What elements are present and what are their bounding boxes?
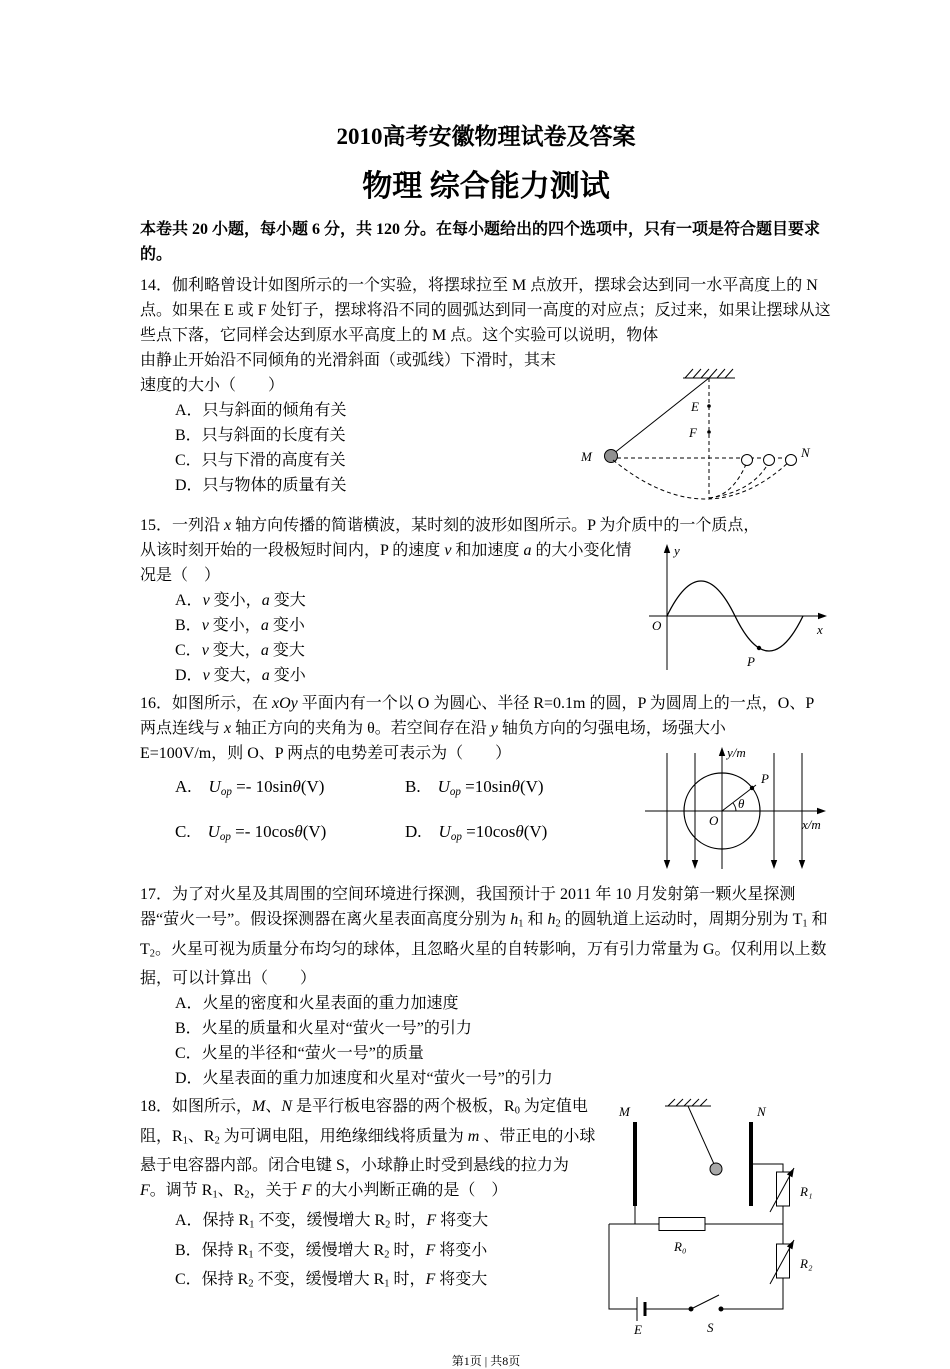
label-o: O: [652, 618, 662, 633]
question-18: [140, 1094, 832, 1336]
question-18-options: [175, 1208, 597, 1297]
label-r2: R₂: [800, 1256, 813, 1272]
x-axis-arrow: [817, 808, 826, 814]
question-16: [140, 691, 832, 879]
question-16-options: [175, 776, 637, 848]
option: C. Uop =- 10cosθ(V): [175, 821, 327, 843]
option: B. Uop =10sinθ(V): [405, 777, 544, 798]
option: B．保持 R1 不变，缓慢增大 R2 时，F 将变小: [175, 1241, 488, 1261]
label-o: O: [709, 813, 719, 828]
x-axis-arrow: [818, 613, 827, 619]
charged-ball: [710, 1163, 722, 1175]
option: C．保持 R2 不变，缓慢增大 R1 时，F 将变大: [175, 1271, 488, 1290]
option: D．火星表面的重力加速度和火星对“萤火一号”的引力: [175, 1070, 553, 1088]
axes: [649, 548, 823, 670]
field-arrows: [664, 860, 805, 869]
page-subtitle: 物理 综合能力测试: [362, 170, 610, 203]
battery: [637, 1297, 645, 1321]
ceiling-hatch: [683, 369, 735, 378]
question-14-options: [175, 398, 567, 498]
label-s: S: [707, 1320, 714, 1336]
resistor-r0: [659, 1218, 705, 1231]
option: D．只与物体的质量有关: [175, 477, 347, 494]
page-title: 2010高考安徽物理试卷及答案: [336, 124, 636, 149]
option: A．保持 R1 不变，缓慢增大 R2 时，F 将变大: [175, 1211, 489, 1231]
question-15-text: 15．一列沿 x 轴方向传播的简谐横波，某时刻的波形如图所示。P 为介质中的一个质点，: [140, 517, 760, 534]
question-15: [140, 513, 832, 688]
label-e: E: [634, 1322, 642, 1337]
question-18-text: 18．如图所示，M、N 是平行板电容器的两个极板，R0 为定值电阻，R1、R2 为可调电阻，用绝缘细线将质量为 m 、带正电的小球悬于电容器内部。闭合电键 S，小球静止时受到悬线的拉力为 F。调节 R1、R2，关于 F 的大小判断正确的是（ ）: [140, 1098, 596, 1201]
option: D. Uop =10cosθ(V): [405, 821, 548, 843]
q18-circuit-figure: [597, 1094, 832, 1336]
swing-arcs: [613, 460, 791, 499]
label-y: y: [674, 543, 680, 558]
ceiling-hatch: [665, 1099, 711, 1106]
label-m: M: [581, 449, 592, 464]
page-footer: 第1页 | 共8页: [451, 1354, 521, 1369]
option: A．v 变小，a 变大: [175, 592, 306, 609]
q14-pendulum-figure: [567, 348, 832, 510]
label-x-axis: x/m: [802, 817, 821, 832]
label-theta: θ: [738, 796, 745, 811]
label-y-axis: y/m: [727, 745, 746, 760]
point-p: [757, 646, 761, 650]
option: C．v 变大，a 变大: [175, 642, 305, 659]
y-axis-arrow: [719, 747, 725, 756]
option: B．只与斜面的长度有关: [175, 427, 346, 444]
question-14-text: 14．伽利略曾设计如图所示的一个实验，将摆球拉至 M 点放开，摆球会达到同一水平高度上的 N 点。如果在 E 或 F 处钉子，摆球将沿不同的圆弧达到同一高度的对应点；反过来，如果让摆球从这些点下落，它同样会达到原水平高度上的 M 点。这个实验可以说明，物体: [140, 277, 831, 344]
switch: [689, 1295, 723, 1311]
label-n: N: [757, 1104, 766, 1120]
question-17-text: 17．为了对火星及其周围的空间环境进行探测，我国预计于 2011 年 10 月发射第一颗火星探测器“萤火一号”。假设探测器在离火星表面高度分别为 h1 和 h2 的圆轨道上运动时，周期分别为 T1 和 T2。火星可视为质量分布均匀的球体，且忽略火星的自转影响，万有引力常量为 G。仅利用以上数据，可以计算出（ ）: [140, 886, 828, 988]
q15-wave-figure: [637, 538, 832, 680]
nail-f: [707, 430, 711, 434]
question-14: [140, 273, 832, 510]
question-16-text: 16．如图所示，在 xOy 平面内有一个以 O 为圆心、半径 R=0.1m 的圆，P 为圆周上的一点，O、P 两点连线与 x 轴正方向的夹角为 θ。若空间存在沿 y 轴负方向的匀强电场，场强大小: [140, 695, 814, 737]
label-p: P: [761, 771, 769, 786]
label-m: M: [619, 1104, 630, 1120]
theta-arc: [733, 803, 736, 811]
option: B．v 变小，a 变小: [175, 617, 305, 634]
axes: [645, 751, 823, 869]
exam-instructions: 本卷共 20 小题，每小题 6 分，共 120 分。在每小题给出的四个选项中，只有一项是符合题目要求的。: [140, 221, 821, 263]
nail-e: [707, 404, 711, 408]
question-17-options: [175, 991, 832, 1091]
label-p: P: [747, 654, 755, 669]
ball-positions: [742, 455, 797, 466]
question-15-text-cont: 从该时刻开始的一段极短时间内，P 的速度 v 和加速度 a 的大小变化情况是（ ）: [140, 542, 632, 584]
capacitor-plates: [635, 1122, 751, 1206]
option: C．火星的半径和“萤火一号”的质量: [175, 1045, 424, 1063]
option: D．v 变大，a 变小: [175, 667, 306, 684]
label-f: F: [689, 425, 697, 440]
y-axis-arrow: [664, 544, 670, 553]
point-p: [750, 786, 754, 790]
label-r1: R₁: [800, 1184, 813, 1200]
insulating-thread: [688, 1106, 714, 1164]
option: A. Uop =- 10sinθ(V): [175, 777, 325, 798]
question-14-text-cont: 由静止开始沿不同倾角的光滑斜面（或弧线）下滑时，其末速度的大小（ ）: [140, 352, 557, 394]
question-17: [140, 882, 832, 1091]
option: C．只与下滑的高度有关: [175, 452, 346, 469]
label-n: N: [801, 445, 810, 460]
pendulum-string: [613, 378, 709, 454]
option: A．火星的密度和火星表面的重力加速度: [175, 995, 459, 1013]
q16-circle-figure: [637, 741, 832, 879]
label-x: x: [817, 622, 823, 637]
option: B．火星的质量和火星对“萤火一号”的引力: [175, 1020, 472, 1038]
field-lines: [667, 753, 802, 865]
label-r0: R₀: [674, 1239, 687, 1255]
label-e: E: [691, 399, 699, 414]
option: A．只与斜面的倾角有关: [175, 402, 347, 419]
pendulum-ball: [605, 450, 618, 463]
question-16-text-cont: E=100V/m，则 O、P 两点的电势差可表示为（ ）: [140, 745, 512, 762]
question-15-options: [175, 588, 637, 688]
